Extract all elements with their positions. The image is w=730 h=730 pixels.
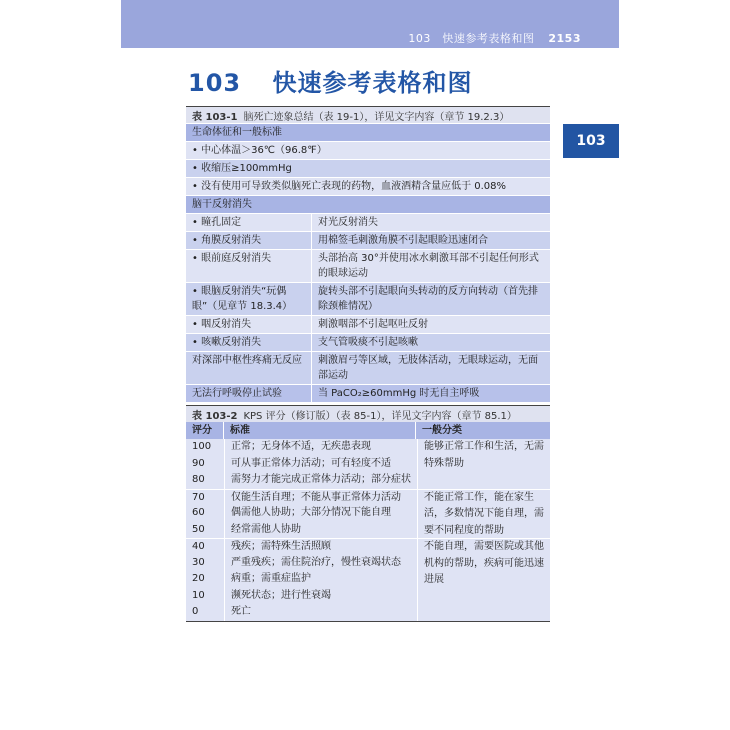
table1-desc: 对光反射消失	[312, 214, 550, 232]
table1-vitals-item: • 收缩压≥100mmHg	[186, 160, 550, 178]
table1-vitals-item: • 没有使用可导致类似脑死亡表现的药物，血液酒精含量应低于 0.08%	[186, 178, 550, 196]
table-row	[186, 250, 550, 283]
criteria-cell: 残疾；需特殊生活照顾	[225, 538, 417, 555]
table1-caption	[186, 106, 550, 123]
score-cell: 0	[192, 606, 199, 617]
general-column	[418, 439, 550, 621]
page-number: 2153	[548, 32, 581, 45]
table1-desc: 支气管吸痰不引起咳嗽	[312, 334, 550, 352]
table2-id: 表 103-2	[192, 410, 238, 422]
criteria-cell: 偶需他人协助；大部分情况下能自理	[231, 507, 391, 518]
criteria-cell: 可从事正常体力活动；可有轻度不适	[231, 457, 391, 469]
table-row	[186, 385, 550, 403]
table1-section-vitals: 生命体征和一般标准	[186, 124, 550, 142]
general-category: 能够正常工作和生活，无需特殊帮助	[424, 441, 544, 469]
chapter-title	[188, 63, 472, 98]
table1-sign: • 瞳孔固定	[186, 214, 312, 232]
criteria-cell: 仅能生活自理；不能从事正常体力活动	[225, 489, 417, 506]
table-row	[186, 283, 550, 316]
table-row	[186, 352, 550, 385]
criteria-cell: 死亡	[231, 606, 251, 617]
table1-deep-pain-desc: 刺激眉弓等区域，无肢体活动，无眼球运动，无面部运动	[312, 352, 550, 385]
table-row	[186, 316, 550, 334]
table2-body	[186, 439, 550, 621]
table2-bottom-rule	[186, 621, 550, 623]
table-row	[186, 334, 550, 352]
table1-apnea-desc: 当 PaCO₂≥60mmHg 时无自主呼吸	[312, 385, 550, 403]
header-score: 评分	[186, 422, 224, 439]
header-general: 一般分类	[422, 425, 462, 436]
table1-desc: 旋转头部不引起眼向头转动的反方向转动（首先排除颈椎情况）	[312, 283, 550, 316]
criteria-cell: 经常需他人协助	[231, 523, 301, 535]
table1-caption-text: 脑死亡迹象总结（表 19-1），详见文字内容（章节 19.2.3）	[243, 111, 510, 123]
score-cell: 100	[192, 441, 212, 452]
table2-header	[186, 422, 550, 439]
table1-sign: • 咽反射消失	[186, 316, 312, 334]
score-cell: 20	[192, 573, 205, 584]
criteria-cell: 严重残疾；需住院治疗，慢性衰竭状态	[231, 556, 401, 568]
table2-caption	[186, 405, 550, 422]
criteria-cell: 需努力才能完成正常体力活动；部分症状	[231, 474, 411, 485]
table2-caption-text: KPS 评分（修订版）（表 85-1），详见文字内容（章节 85.1）	[243, 410, 517, 422]
table1-sign: • 角膜反射消失	[186, 232, 312, 250]
table2	[186, 422, 550, 622]
table1-sign: • 眼脑反射消失“玩偶眼”（见章节 18.3.4）	[186, 283, 312, 316]
table1-desc: 刺激咽部不引起呕吐反射	[312, 316, 550, 334]
running-header	[408, 30, 581, 46]
table1-desc: 头部抬高 30°并使用冰水刺激耳部不引起任何形式的眼球运动	[312, 250, 550, 283]
score-cell: 60	[192, 507, 205, 518]
table1-id: 表 103-1	[192, 111, 238, 123]
general-category: 不能自理，需要医院或其他机构的帮助，疾病可能迅速进展	[418, 538, 550, 621]
running-title: 103 快速参考表格和图	[408, 32, 535, 45]
table-row	[186, 214, 550, 232]
header-band	[121, 0, 619, 48]
criteria-cell: 病重；需重症监护	[231, 573, 311, 584]
score-cell: 90	[192, 457, 205, 469]
score-cell: 30	[192, 556, 205, 568]
score-cell: 10	[192, 589, 205, 601]
table1-desc: 用棉签毛刺激角膜不引起眼睑迅速闭合	[312, 232, 550, 250]
table1-deep-pain-sign: 对深部中枢性疼痛无反应	[186, 352, 312, 385]
score-cell: 50	[192, 523, 205, 535]
criteria-cell: 正常；无身体不适，无疾患表现	[231, 441, 371, 452]
general-category: 不能正常工作，能在家生活，多数情况下能自理，需要不同程度的帮助	[418, 489, 550, 539]
score-cell: 80	[192, 474, 205, 485]
table1-section-brainstem: 脑干反射消失	[186, 196, 550, 214]
table1	[186, 124, 550, 403]
table1-vitals-item: • 中心体温＞36℃（96.8℉）	[186, 142, 550, 160]
table1-sign: • 眼前庭反射消失	[186, 250, 312, 283]
score-column	[186, 439, 225, 621]
criteria-cell: 濒死状态；进行性衰竭	[231, 589, 331, 601]
table1-apnea-sign: 无法行呼吸停止试验	[186, 385, 312, 403]
score-cell: 70	[186, 489, 224, 506]
chapter-tab: 103	[563, 124, 619, 158]
chapter-title-text: 快速参考表格和图	[272, 69, 473, 97]
chapter-number: 103	[188, 69, 242, 97]
criteria-column	[225, 439, 418, 621]
table1-sign: • 咳嗽反射消失	[186, 334, 312, 352]
header-criteria: 标准	[224, 422, 416, 439]
score-cell: 40	[186, 538, 224, 555]
table-row	[186, 232, 550, 250]
